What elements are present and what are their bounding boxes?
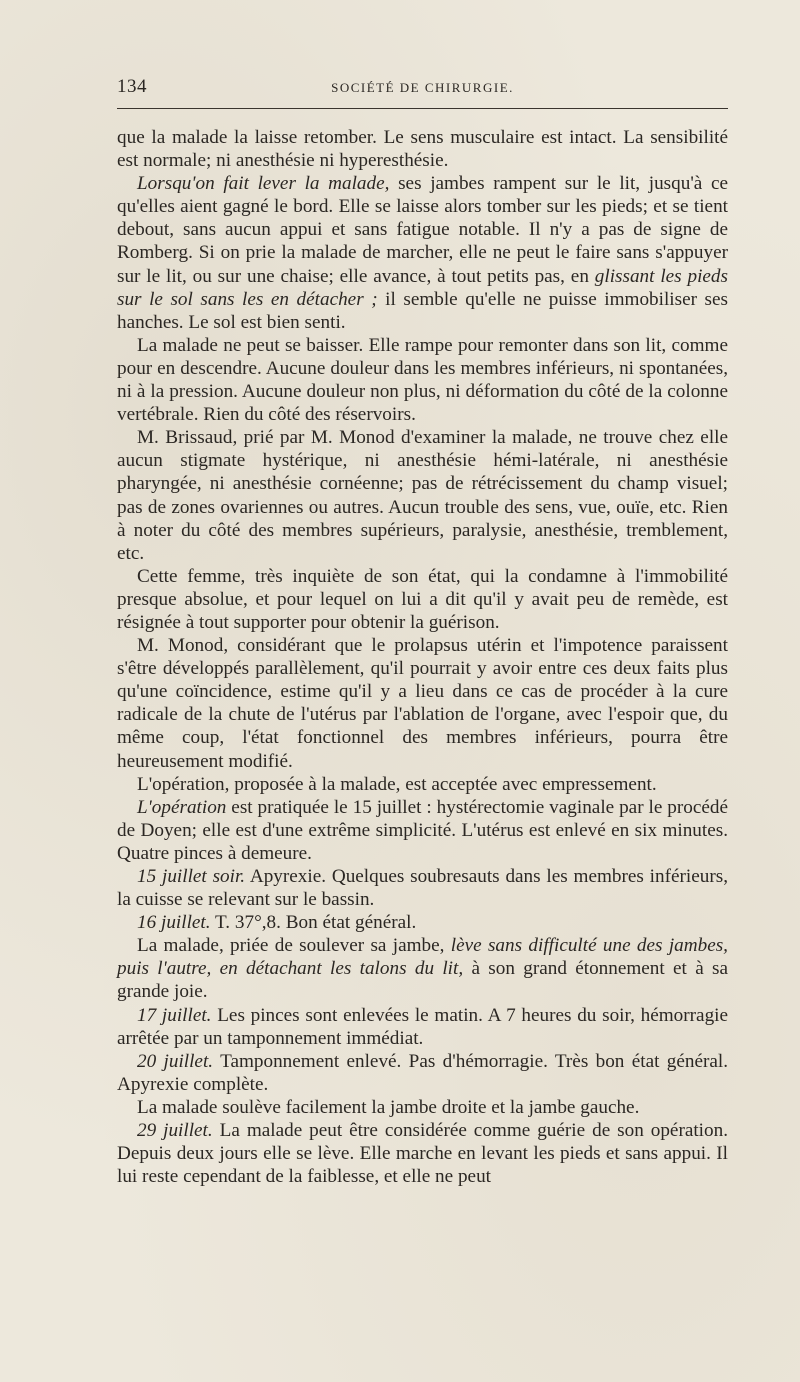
italic-text: Lorsqu'on fait lever la malade,	[137, 173, 390, 195]
text-run: Cette femme, très inquiète de son état, qui la condamne à l'immobilité presque absolue, et pour lequel on lui a dit qu'il y avait peu de remède, est résignée à tout supporter pour obtenir la guérison.	[117, 565, 728, 633]
text-run: que la malade la laisse retomber. Le sens musculaire est intact. La sensibilité est normale; ni anesthésie ni hyperesthésie.	[117, 127, 728, 172]
paragraph	[117, 773, 728, 796]
text-run: à son grand étonnement et à sa grande joie.	[117, 958, 729, 1003]
text-run: Les pinces sont enlevées le matin. A 7 heures du soir, hémorragie arrêtée par un tamponnement immédiat.	[117, 1004, 729, 1049]
text-run: Apyrexie. Quelques soubresauts dans les membres inférieurs, la cuisse se relevant sur le bassin.	[117, 866, 728, 911]
paragraph	[117, 565, 728, 634]
italic-text: glissant les pieds sur le sol sans les en détacher ;	[117, 265, 728, 310]
page-header	[117, 76, 728, 102]
italic-text: 17 juillet.	[137, 1004, 212, 1026]
italic-text: 15 juillet soir.	[137, 866, 246, 887]
header-rule	[117, 108, 728, 109]
italic-text: 29 juillet.	[137, 1120, 213, 1142]
text-run: L'opération, proposée à la malade, est acceptée avec empressement.	[137, 773, 657, 795]
paragraph	[117, 172, 728, 334]
paragraph	[117, 934, 728, 1003]
paragraph	[117, 1096, 728, 1119]
paragraph	[117, 911, 728, 934]
paragraph	[117, 426, 728, 565]
italic-text: 16 juillet.	[137, 912, 211, 934]
text-run: ses jambes rampent sur le lit, jusqu'à ce qu'elles aient gagné le bord. Elle se laisse alors tomber sur les pieds; et se tient debout, sans aucun appui et sans fatigue notable. Il n'y a pas de signe de Romberg. Si on prie la malade de marcher, elle ne peut le faire sans s'appuyer sur le lit, ou sur une chaise; elle avance, à tout petits pas, en	[117, 173, 728, 287]
page-number: 134	[117, 76, 147, 97]
paragraph	[117, 865, 728, 911]
italic-text: lève sans difficulté une des jambes, puis l'autre, en détachant les talons du lit,	[117, 935, 728, 980]
paragraph	[117, 334, 728, 426]
paragraph	[117, 1050, 728, 1096]
paragraph	[117, 634, 728, 773]
text-run: Tamponnement enlevé. Pas d'hémorragie. Très bon état général. Apyrexie complète.	[117, 1050, 729, 1095]
paragraph	[117, 126, 728, 172]
text-run: est pratiquée le 15 juillet : hystérectomie vaginale par le procédé de Doyen; elle est d'une extrême simplicité. L'utérus est enlevé en six minutes. Quatre pinces à demeure.	[117, 796, 728, 864]
italic-text: 20 juillet.	[137, 1050, 214, 1072]
text-run: M. Brissaud, prié par M. Monod d'examiner la malade, ne trouve chez elle aucun stigmate hystérique, ni anesthésie hémi-latérale, ni anesthésie pharyngée, ni anesthésie cornéenne; pas de rétrécissement du champ visuel; pas de zones ovariennes ou autres. Aucun trouble des sens, vue, ouïe, etc. Rien à noter du côté des membres supérieurs, paralysie, anesthésie, tremblement, etc.	[117, 427, 728, 564]
text-run: La malade, priée de soulever sa jambe,	[137, 935, 451, 957]
running-title: SOCIÉTÉ DE CHIRURGIE.	[331, 80, 514, 95]
text-run: il semble qu'elle ne puisse immobiliser ses hanches. Le sol est bien senti.	[117, 288, 728, 333]
italic-text: L'opération	[137, 796, 227, 818]
text-run: T. 37°,8. Bon état général.	[210, 912, 417, 934]
text-run: La malade peut être considérée comme guérie de son opération. Depuis deux jours elle se lève. Elle marche en levant les pieds et sans appui. Il lui reste cependant de la faiblesse, et elle ne peut	[117, 1120, 729, 1188]
body-text	[117, 126, 728, 1188]
paragraph	[117, 1119, 728, 1188]
text-run: La malade soulève facilement la jambe droite et la jambe gauche.	[137, 1096, 640, 1118]
text-run: M. Monod, considérant que le prolapsus utérin et l'impotence paraissent s'être développés parallèlement, qu'il pourrait y avoir entre ces deux faits plus qu'une coïncidence, estime qu'il y a lieu dans ce cas de procéder à la cure radicale de la chute de l'utérus par l'ablation de l'organe, avec l'espoir que, du même coup, l'état fonctionnel des membres inférieurs, pourra être heureusement modifié.	[117, 635, 728, 772]
paragraph	[117, 796, 728, 865]
paragraph	[117, 1004, 728, 1050]
text-run: La malade ne peut se baisser. Elle rampe pour remonter dans son lit, comme pour en descendre. Aucune douleur dans les membres inférieurs, ni spontanées, ni à la pression. Aucune douleur non plus, ni déformation du côté de la colonne vertébrale. Rien du côté des réservoirs.	[117, 334, 728, 426]
